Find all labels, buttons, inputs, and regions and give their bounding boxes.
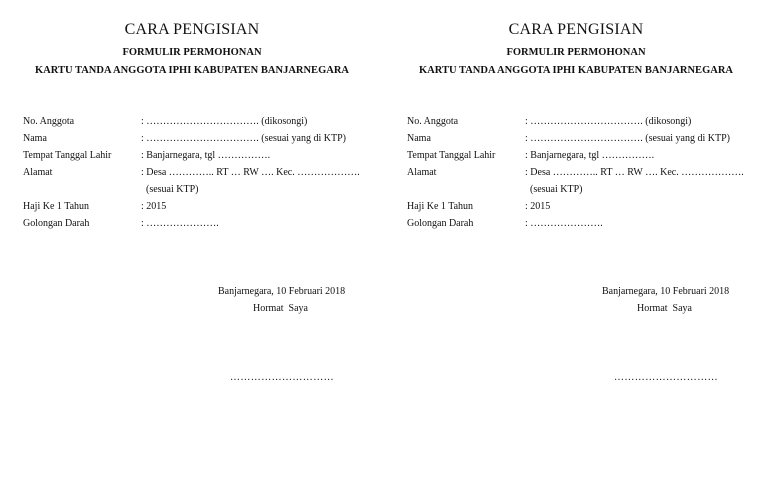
value-nama: : ……………………………. (sesuai yang di KTP) — [141, 133, 346, 144]
value-no-anggota: : ……………………………. (dikosongi) — [141, 116, 308, 127]
label-ttl: Tempat Tanggal Lahir — [23, 150, 112, 161]
form-subtitle-1: FORMULIR PERMOHONAN — [506, 47, 646, 58]
regards-line: Hormat Saya — [253, 303, 308, 314]
label-ttl: Tempat Tanggal Lahir — [407, 150, 496, 161]
label-haji: Haji Ke 1 Tahun — [407, 201, 474, 212]
form-title: CARA PENGISIAN — [508, 21, 644, 38]
form-copy-right — [384, 0, 768, 501]
label-golongan-darah: Golongan Darah — [23, 218, 90, 229]
date-line: Banjarnegara, 10 Februari 2018 — [602, 286, 730, 297]
value-golongan-darah: : …………………. — [141, 218, 219, 229]
label-nama: Nama — [23, 133, 47, 144]
alamat-note: (sesuai KTP) — [530, 184, 583, 195]
date-line: Banjarnegara, 10 Februari 2018 — [218, 286, 346, 297]
signature-line: ………………………… — [230, 372, 334, 383]
value-alamat: : Desa ………….. RT … RW …. Kec. ………………. — [525, 167, 744, 178]
form-subtitle-1: FORMULIR PERMOHONAN — [122, 47, 262, 58]
signature-line: ………………………… — [614, 372, 718, 383]
form-subtitle-2: KARTU TANDA ANGGOTA IPHI KABUPATEN BANJARNEGARA — [35, 65, 349, 76]
regards-line: Hormat Saya — [637, 303, 692, 314]
label-nama: Nama — [407, 133, 431, 144]
value-haji: : 2015 — [525, 201, 551, 212]
alamat-note: (sesuai KTP) — [146, 184, 199, 195]
form-subtitle-2: KARTU TANDA ANGGOTA IPHI KABUPATEN BANJARNEGARA — [419, 65, 733, 76]
value-golongan-darah: : …………………. — [525, 218, 603, 229]
label-alamat: Alamat — [407, 167, 437, 178]
form-title: CARA PENGISIAN — [124, 21, 260, 38]
label-golongan-darah: Golongan Darah — [407, 218, 474, 229]
value-ttl: : Banjarnegara, tgl ……………. — [141, 150, 271, 161]
value-alamat: : Desa ………….. RT … RW …. Kec. ………………. — [141, 167, 360, 178]
value-haji: : 2015 — [141, 201, 167, 212]
label-no-anggota: No. Anggota — [407, 116, 459, 127]
value-nama: : ……………………………. (sesuai yang di KTP) — [525, 133, 730, 144]
label-alamat: Alamat — [23, 167, 53, 178]
value-ttl: : Banjarnegara, tgl ……………. — [525, 150, 655, 161]
value-no-anggota: : ……………………………. (dikosongi) — [525, 116, 692, 127]
label-haji: Haji Ke 1 Tahun — [23, 201, 90, 212]
label-no-anggota: No. Anggota — [23, 116, 75, 127]
